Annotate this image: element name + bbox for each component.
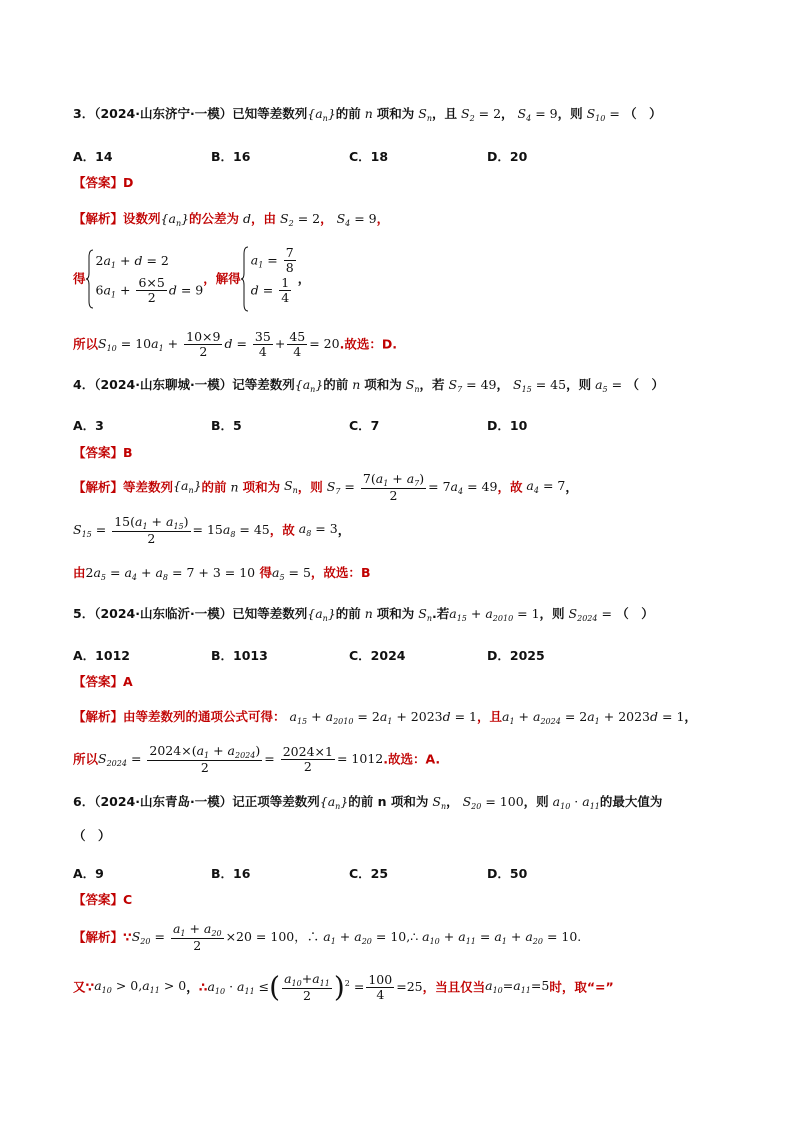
q4-option-d: D．10	[487, 418, 528, 433]
q4-analysis-1: 【解析】等差数列$\{a_n\}$的前 n 项和为 $S_n$，则 $S_7$ = $\frac{7(a_1 + a_7)}{2}$ = $7a_4 = 49$，故 $a_4 = 7$，	[73, 471, 578, 504]
q6-stem: 6．（2024·山东青岛·一模）记正项等差数列$\{a_n\}$的前 n 项和为 $S_n$， $S_{20} = 100$，则 $a_{10} \cdot a_{11}$的最大值为	[73, 794, 663, 811]
q5-answer-value: A	[123, 674, 133, 689]
q6-analysis-2: 又$\because a_{10} > 0,a_{11} > 0$，$\therefore a_{10} \cdot a_{11}$ ≤( $\frac{a_{10}+a_{11}}{2}$ )$^2$ = $\frac{100}{4}$ =25，当且仅当$a_{10}=a_{11}=5$时，取“=”	[73, 970, 614, 1004]
q4-answer: 【答案】B	[73, 445, 133, 460]
q5-option-a: A．1012	[73, 648, 130, 663]
q4-option-a: A．3	[73, 418, 104, 433]
q4-option-c: C．7	[349, 418, 380, 433]
q6-option-d: D．50	[487, 866, 528, 881]
q5-analysis-2: 所以$S_{2024}$ = $\frac{2024\times(a_1 + a_{2024})}{2}$ = $\frac{2024\times 1}{2}$ = 1012.故选：A.	[73, 743, 441, 776]
q4-option-b: B．5	[211, 418, 242, 433]
q5-analysis-1: 【解析】由等差数列的通项公式可得： $a_{15} + a_{2010} = 2a_1 + 2023d = 1$，且$a_1 + a_{2024} = 2a_1 + 2023d = 1$，	[73, 709, 697, 726]
q5-answer: 【答案】A	[73, 674, 133, 689]
q3-answer-value: D	[123, 175, 134, 190]
q6-analysis-1: 【解析】$\because S_{20}$ = $\frac{a_1 + a_{20}}{2}$ ×20 = 100，∴ $a_1 + a_{20}$ = 10,∴ $a_{10} + a_{11} = a_1 + a_{20} = 10$.	[73, 921, 582, 954]
q6-stem-2: （ ）	[73, 828, 111, 843]
q6-option-c: C．25	[349, 866, 389, 881]
q6-answer-value: C	[123, 892, 133, 907]
q3-option-b: B．16	[211, 149, 251, 164]
q4-answer-value: B	[123, 445, 133, 460]
q6-option-a: A．9	[73, 866, 104, 881]
q3-analysis-1: 【解析】设数列$\{a_n\}$的公差为 d，由 $S_2 = 2$， $S_4 = 9$，	[73, 211, 390, 228]
q3-stem: 3．（2024·山东济宁·一模）已知等差数列$\{a_n\}$的前 n 项和为 $S_n$，且 $S_2 = 2$， $S_4 = 9$，则 $S_{10}$ = （ ）	[73, 106, 662, 123]
q4-stem: 4．（2024·山东聊城·一模）记等差数列$\{a_n\}$的前 n 项和为 $S_n$，若 $S_7 = 49$， $S_{15} = 45$，则 $a_5$ = （ ）	[73, 377, 664, 394]
q3-option-a: A．14	[73, 149, 113, 164]
q3-analysis-2: 得 $2a_1 + d = 2$ $6a_1$ + $\frac{6\times 5}{2}$ d = 9 ，解得 $a_1$ = $\frac{7}{8}$ d = $\frac{1}{4}$ ，	[73, 246, 310, 312]
q5-stem: 5．（2024·山东临沂·一模）已知等差数列$\{a_n\}$的前 n 项和为 $S_n$.若$a_{15} + a_{2010} = 1$，则 $S_{2024}$ = （ ）	[73, 606, 654, 623]
q6-option-b: B．16	[211, 866, 251, 881]
q4-analysis-3: 由$2a_5 = a_4 + a_8 = 7 + 3 = 10$ 得$a_5 = 5$，故选：B	[73, 565, 371, 582]
q5-option-b: B．1013	[211, 648, 268, 663]
q4-analysis-2: $S_{15}$ = $\frac{15(a_1 + a_{15})}{2}$ = $15a_8 = 45$，故 $a_8 = 3$，	[73, 514, 351, 547]
q3-stem-text: 3．（2024·山东济宁·一模）已知等差数列	[73, 106, 308, 121]
q3-option-d: D．20	[487, 149, 528, 164]
q6-answer: 【答案】C	[73, 892, 133, 907]
q3-analysis-3: 所以$S_{10} = 10a_1$ + $\frac{10\times 9}{2}$ d = $\frac{35}{4}$ + $\frac{45}{4}$ = 20.故选：D.	[73, 329, 397, 360]
q3-answer: 【答案】D	[73, 175, 134, 190]
q5-option-c: C．2024	[349, 648, 406, 663]
q3-option-c: C．18	[349, 149, 389, 164]
q5-option-d: D．2025	[487, 648, 545, 663]
